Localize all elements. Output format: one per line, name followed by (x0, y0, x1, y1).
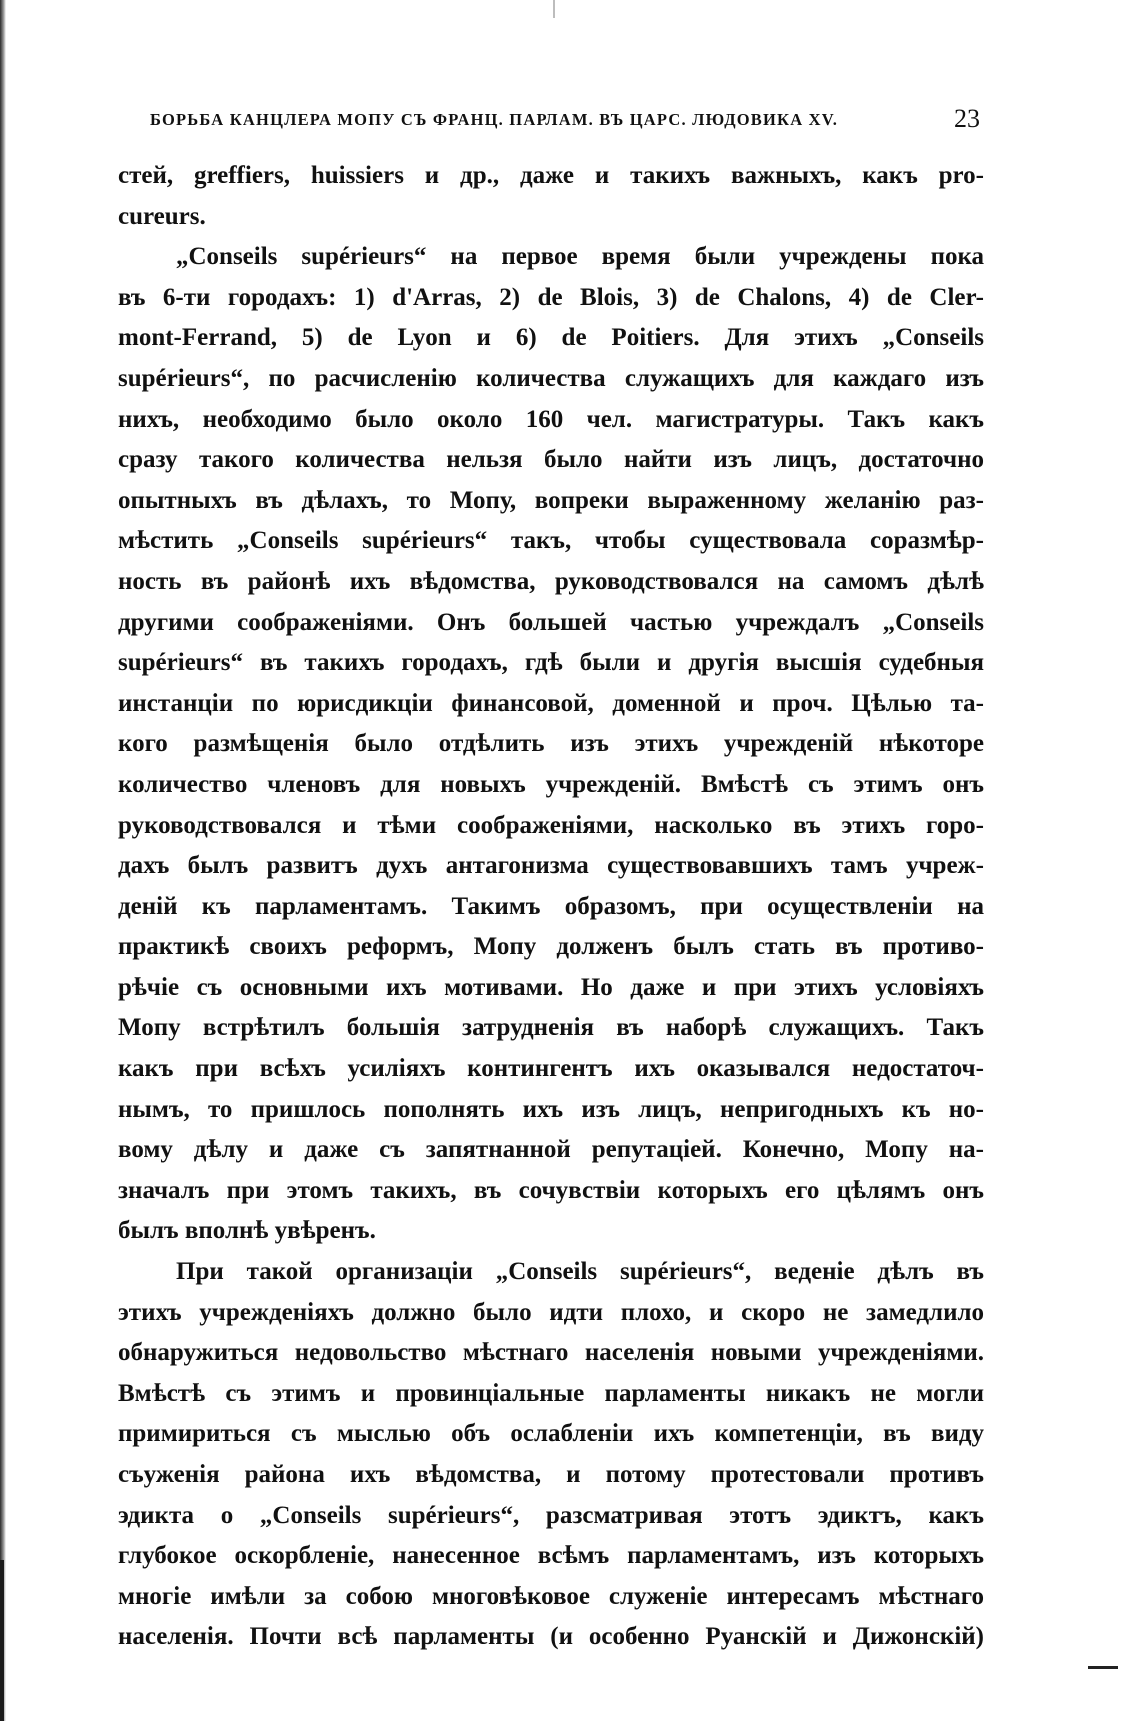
text-line: сразу такого количества нельзя было найти изъ лицъ, достаточно (118, 446, 984, 474)
text-line: другими соображеніями. Онъ большей частью учреждалъ „Conseils (118, 608, 984, 636)
text-line: ность въ районѣ ихъ вѣдомства, руководствовался на самомъ дѣлѣ (118, 567, 984, 595)
text-line: какъ при всѣхъ усиліяхъ контингентъ ихъ оказывался недостаточ- (118, 1055, 984, 1083)
text-line: нымъ, то пришлось пополнять ихъ изъ лицъ, непригодныхъ къ но- (118, 1095, 984, 1123)
text-line: глубокое оскорбленіе, нанесенное всѣмъ парламентамъ, изъ которыхъ (118, 1542, 984, 1570)
text-line: supérieurs“, по расчисленію количества служащихъ для каждаго изъ (118, 364, 984, 392)
text-line: былъ вполнѣ увѣренъ. (118, 1217, 376, 1245)
text-line: въ 6-ти городахъ: 1) d'Arras, 2) de Blois, 3) de Chalons, 4) de Cler- (118, 283, 984, 311)
text-line: примириться съ мыслью объ ослабленіи ихъ компетенціи, въ виду (118, 1420, 984, 1448)
text-line: дахъ былъ развитъ духъ антагонизма существовавшихъ тамъ учреж- (118, 852, 984, 880)
text-line: эдикта о „Conseils supérieurs“, разсматривая этотъ эдиктъ, какъ (118, 1501, 984, 1529)
scan-artifact-tick (553, 0, 555, 18)
text-line: практикѣ своихъ реформъ, Мопу долженъ былъ стать въ противо- (118, 933, 984, 961)
text-line: руководствовался и тѣми соображеніями, насколько въ этихъ горо- (118, 811, 984, 839)
page-number: 23 (954, 104, 980, 133)
text-line: съуженія района ихъ вѣдомства, и потому протестовали противъ (118, 1461, 984, 1488)
scan-corner-mark (1088, 1666, 1118, 1669)
text-line: стей, greffiers, huissiers и др., даже и такихъ важныхъ, какъ pro- (118, 162, 984, 189)
text-line: населенія. Почти всѣ парламенты (и особенно Руанскій и Дижонскій) (118, 1623, 984, 1651)
text-line: количество членовъ для новыхъ учрежденій. Вмѣстѣ съ этимъ онъ (118, 770, 984, 798)
text-line: вому дѣлу и даже съ запятнанной репутаціей. Конечно, Мопу на- (118, 1136, 984, 1164)
text-line: mont-Ferrand, 5) de Lyon и 6) de Poitiers. Для этихъ „Conseils (118, 324, 984, 352)
text-line: supérieurs“ въ такихъ городахъ, гдѣ были и другія высшія судебныя (118, 649, 984, 677)
text-line: опытныхъ въ дѣлахъ, то Мопу, вопреки выраженному желанію раз- (118, 486, 984, 514)
text-line: деній къ парламентамъ. Такимъ образомъ, при осуществленіи на (118, 892, 984, 920)
running-title: БОРЬБА КАНЦЛЕРА МОПУ СЪ ФРАНЦ. ПАРЛАМ. ВЪ ЦАРС. ЛЮДОВИКА XV. (150, 110, 839, 129)
scan-binding-edge (0, 0, 6, 1721)
text-line: Мопу встрѣтилъ большія затрудненія въ наборѣ служащихъ. Такъ (118, 1014, 984, 1042)
running-header (118, 104, 988, 140)
text-line: „Conseils supérieurs“ на первое время были учреждены пока (176, 243, 984, 271)
text-line: многіе имѣли за собою многовѣковое служеніе интересамъ мѣстнаго (118, 1582, 984, 1610)
scan-binding-shadow (0, 1560, 4, 1721)
text-line: обнаружиться недовольство мѣстнаго населенія новыми учрежденіями. (118, 1339, 984, 1367)
body-text (118, 156, 984, 1658)
text-line: инстанціи по юрисдикціи финансовой, доменной и проч. Цѣлью та- (118, 689, 984, 717)
text-line: этихъ учрежденіяхъ должно было идти плохо, и скоро не замедлило (118, 1298, 984, 1326)
text-line: рѣчіе съ основными ихъ мотивами. Но даже и при этихъ условіяхъ (118, 973, 984, 1001)
text-line: cureurs. (118, 202, 206, 230)
text-line: значалъ при этомъ такихъ, въ сочувствіи которыхъ его цѣлямъ онъ (118, 1176, 984, 1204)
text-line: нихъ, необходимо было около 160 чел. магистратуры. Такъ какъ (118, 405, 984, 433)
text-line: Вмѣстѣ съ этимъ и провинціальные парламенты никакъ не могли (118, 1379, 984, 1407)
text-line: кого размѣщенія было отдѣлить изъ этихъ учрежденій нѣкоторе (118, 730, 984, 758)
text-line: мѣстить „Conseils supérieurs“ такъ, чтобы существовала соразмѣр- (118, 527, 984, 555)
text-line: При такой организаціи „Conseils supérieurs“, веденіе дѣлъ въ (176, 1258, 984, 1286)
